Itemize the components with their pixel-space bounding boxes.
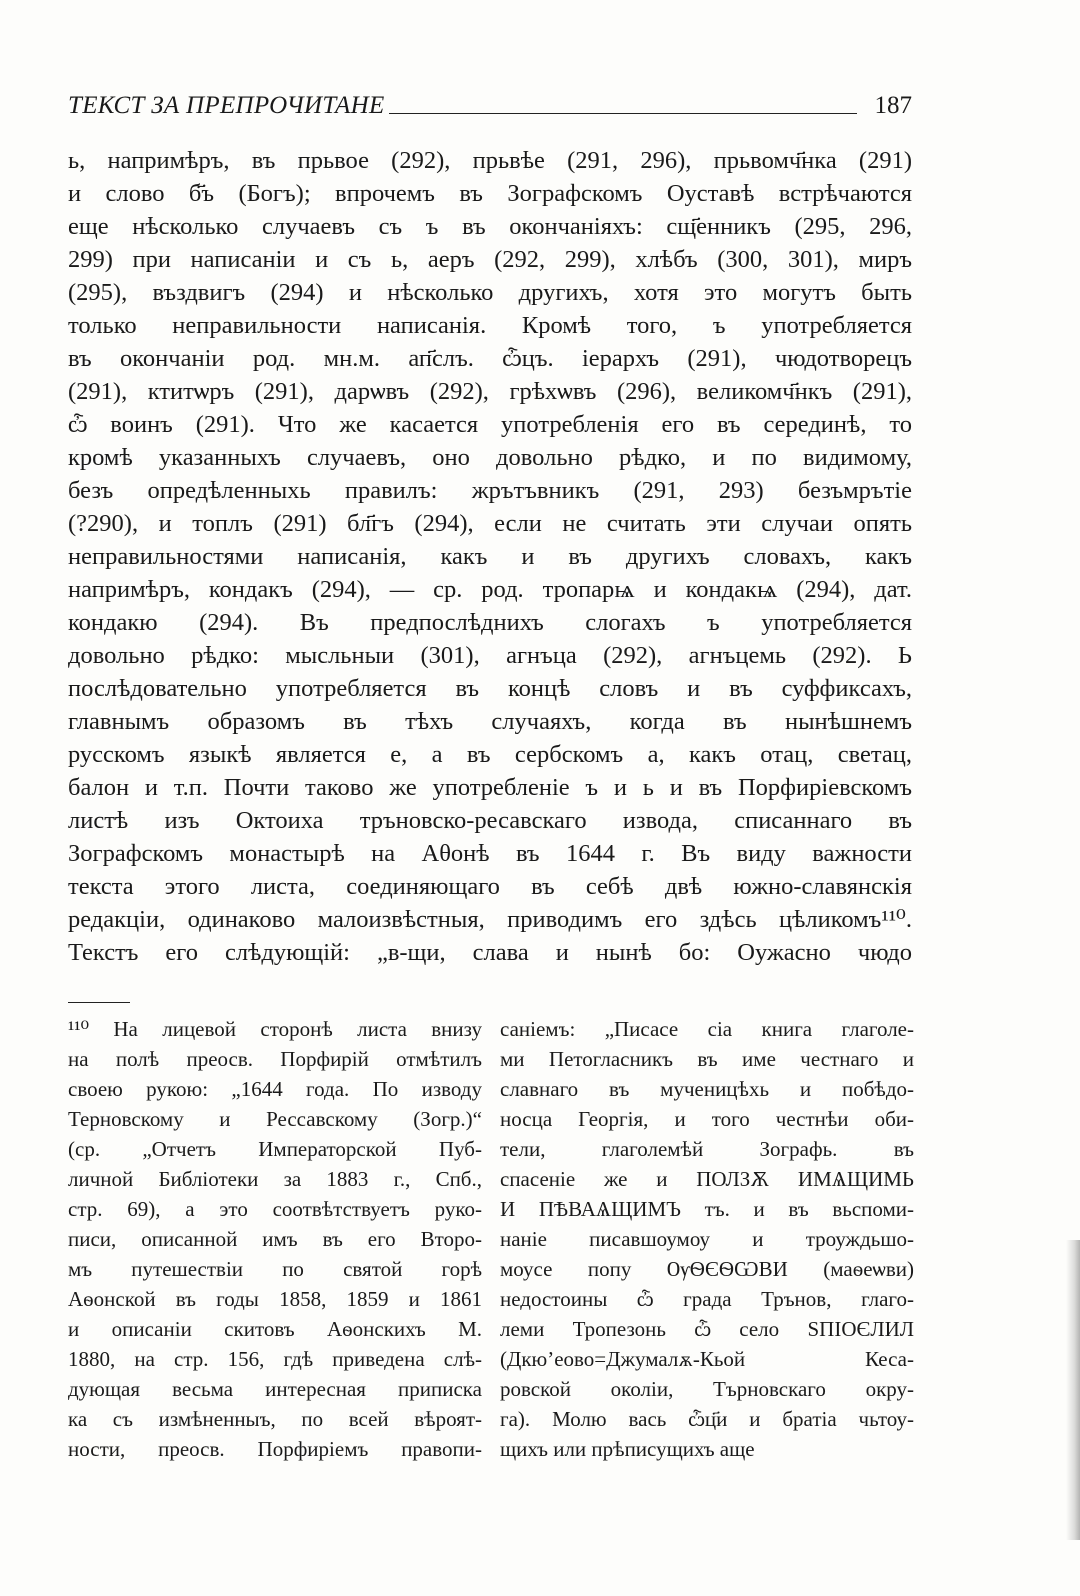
body-line: безъ опредѣленныхь правилъ: жрътъвникъ (291, 293) безъмрътiе bbox=[68, 477, 912, 504]
body-line: русскомъ языкѣ является е, а въ сербскомъ а, какъ отац, светац, bbox=[68, 741, 912, 768]
body-line: Текстъ его слѣдующiй: „в-щи, слава и нынѣ бо: Оужасно чюдо bbox=[68, 939, 912, 966]
footnote-line: дующая весьма интересная приписка bbox=[68, 1377, 482, 1401]
footnote-line: ¹¹⁰ На лицевой сторонѣ листа внизу bbox=[68, 1017, 482, 1041]
header-rule bbox=[389, 113, 857, 114]
footnote-line: стр. 69), а это соотвѣтствуетъ руко- bbox=[68, 1197, 482, 1221]
footnote-column-left bbox=[68, 1014, 482, 1464]
footnote-line: (Дкю’еово=Джумалѫ-Кьой Кеса- bbox=[500, 1347, 914, 1371]
footnote-line: щихъ или прѣписущихъ аще bbox=[500, 1437, 755, 1461]
footnote-line: и описанiи скитовъ Аѳонскихъ М. bbox=[68, 1317, 482, 1341]
footnote-line: леми Тропезонь ѽ село ЅПIОЄЛИЛ bbox=[500, 1317, 914, 1341]
footnote-line: писи, описанной имъ въ его Второ- bbox=[68, 1227, 482, 1251]
body-line: напримѣръ, кондакъ (294), — ср. род. тропарѩ и кондакѩ (294), дат. bbox=[68, 576, 912, 603]
body-line: въ окончанiи род. мн.м. ап҃слъ. ѽцъ. iерархъ (291), чюдотворецъ bbox=[68, 345, 912, 372]
footnote-line: ности, преосв. Порфирiемъ правопи- bbox=[68, 1437, 482, 1461]
footnote-line: нанiе писавшоумоу и троуждьшо- bbox=[500, 1227, 914, 1251]
body-line: ѽ воинъ (291). Что же касается употребленiя его въ серединѣ, то bbox=[68, 411, 912, 438]
footnote-line: (ср. „Отчетъ Императорской Пуб- bbox=[68, 1137, 482, 1161]
footnote-line: ка съ измѣненныъ, по всей вѣроят- bbox=[68, 1407, 482, 1431]
body-line: только неправильности написанiя. Кромѣ того, ъ употребляется bbox=[68, 312, 912, 339]
footnote-line: на полѣ преосв. Порфирiй отмѣтилъ bbox=[68, 1047, 482, 1071]
body-line: неправильностями написанiя, какъ и въ другихъ словахъ, какъ bbox=[68, 543, 912, 570]
body-line: главнымъ образомъ въ тѣхъ случаяхъ, когда въ нынѣшнемъ bbox=[68, 708, 912, 735]
footnote-line: славнаго въ мученицѣхь и побѣдо- bbox=[500, 1077, 914, 1101]
footnote-line: санiемъ: „Писасе сiа книга глаголе- bbox=[500, 1017, 914, 1041]
footnote-line: га). Молю вась ѽц҃и и братiа чьтоу- bbox=[500, 1407, 914, 1431]
body-line: кондакю (294). Въ предпослѣднихъ слогахъ ъ употребляется bbox=[68, 609, 912, 636]
page-number: 187 bbox=[874, 92, 912, 119]
body-line: текста этого листа, соединяющаго въ себѣ двѣ южно-славянскiя bbox=[68, 873, 912, 900]
body-line: послѣдовательно употребляется въ концѣ словъ и въ суффиксахъ, bbox=[68, 675, 912, 702]
main-text bbox=[68, 144, 912, 969]
footnote-line: тели, глаголемѣй Зографь. въ bbox=[500, 1137, 914, 1161]
running-title: ТЕКСТ ЗА ПРЕПРОЧИТАНЕ bbox=[68, 92, 385, 119]
footnote-line: Аѳонской въ годы 1858, 1859 и 1861 bbox=[68, 1287, 482, 1311]
body-line: балон и т.п. Почти таково же употребленiе ъ и ь и въ Порфирiевскомъ bbox=[68, 774, 912, 801]
footnote-line: Терновскому и Рессавскому (Зогр.)“ bbox=[68, 1107, 482, 1131]
footnote-line: мъ путешествiи по святой горѣ bbox=[68, 1257, 482, 1281]
body-line: (?290), и топлъ (291) бл҃гъ (294), если не считать эти случаи опять bbox=[68, 510, 912, 537]
footnote-line: личной Библiотеки за 1883 г., Спб., bbox=[68, 1167, 482, 1191]
footnote-line: носца Георгiя, и того честнѣи оби- bbox=[500, 1107, 914, 1131]
body-line: 299) при написанiи и съ ь, аеръ (292, 299), хлѣбъ (300, 301), миръ bbox=[68, 246, 912, 273]
body-line: Зографскомъ монастырѣ на Аθонѣ въ 1644 г. Въ виду важности bbox=[68, 840, 912, 867]
footnote-line: И ПѢВАѦЩИМЪ тъ. и въ вьспоми- bbox=[500, 1197, 914, 1221]
footnote-line: моусе попу ѸѲЄѲѠВИ (маѳеѡви) bbox=[500, 1257, 914, 1281]
body-line: редакцiи, одинаково малоизвѣстныя, приводимъ его здѣсь цѣликомъ¹¹⁰. bbox=[68, 906, 912, 933]
body-line: и слово б҃ъ (Богъ); впрочемъ въ Зографскомъ Оуставѣ встрѣчаются bbox=[68, 180, 912, 207]
footnote-line: ровской околiи, Търновскаго окру- bbox=[500, 1377, 914, 1401]
body-line: листѣ изъ Октоиха тръновско-ресавскаго извода, списаннаго въ bbox=[68, 807, 912, 834]
footnote-line: спасенiе же и ПОЛЗѪ ИМѦЩИМЬ bbox=[500, 1167, 914, 1191]
footnote-line: 1880, на стр. 156, гдѣ приведена слѣ- bbox=[68, 1347, 482, 1371]
body-line: еще нѣсколько случаевъ съ ъ въ окончанiяхъ: сщ҃енникъ (295, 296, bbox=[68, 213, 912, 240]
footnote-line: недостоины ѽ града Трънов, глаго- bbox=[500, 1287, 914, 1311]
body-line: (295), въздвигъ (294) и нѣсколько другихъ, хотя это могутъ быть bbox=[68, 279, 912, 306]
body-line: (291), ктитѡръ (291), дарѡвъ (292), грѣхѡвъ (296), великомч҃нкъ (291), bbox=[68, 378, 912, 405]
footnote-rule bbox=[68, 1002, 130, 1003]
footnote-line: своею рукою: „1644 года. По изводу bbox=[68, 1077, 482, 1101]
body-line: довольно рѣдко: мысльныи (301), агнъца (292), агнъцемь (292). Ь bbox=[68, 642, 912, 669]
footnote-line: ми Петогласникъ въ име честнаго и bbox=[500, 1047, 914, 1071]
footnote-column-right bbox=[500, 1014, 914, 1464]
scan-edge-shadow bbox=[1066, 1240, 1080, 1540]
body-line: ь, напримѣръ, въ прьвое (292), прьвѣе (291, 296), прьвомч҃нка (291) bbox=[68, 147, 912, 174]
running-header bbox=[68, 84, 912, 120]
body-line: кромѣ указанныхъ случаевъ, оно довольно рѣдко, и по видимому, bbox=[68, 444, 912, 471]
